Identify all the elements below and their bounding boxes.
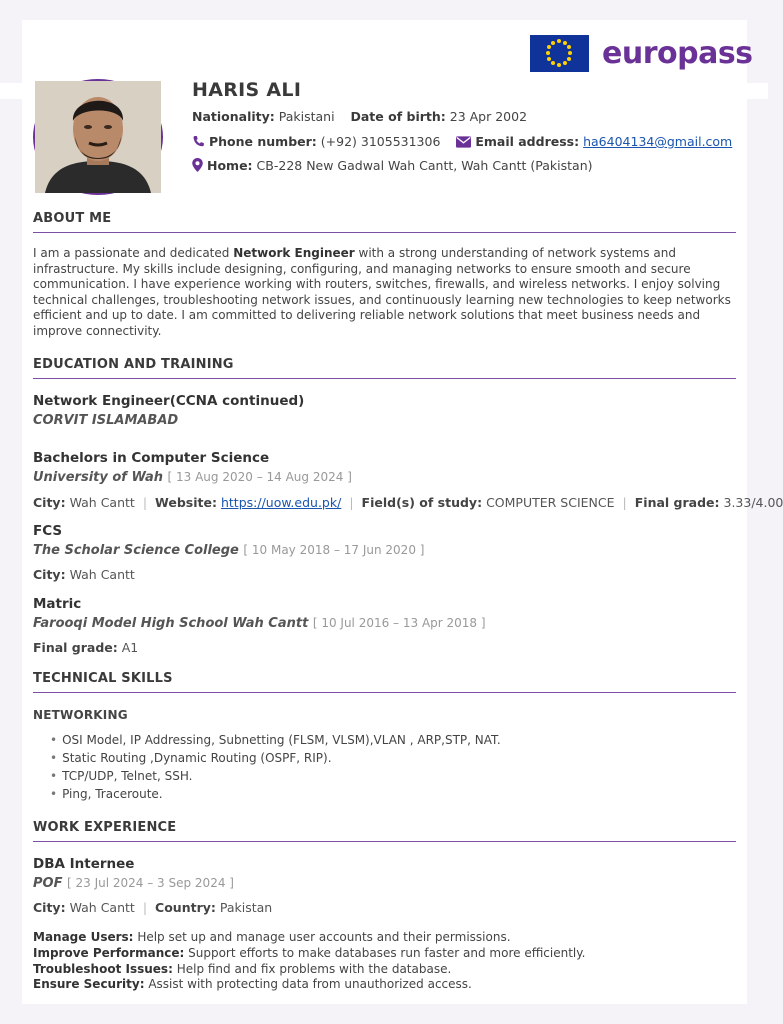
education-section-title: EDUCATION AND TRAINING (33, 357, 736, 379)
phone-icon (192, 135, 205, 148)
home-value: CB-228 New Gadwal Wah Cantt, Wah Cantt (Pakistan) (256, 158, 593, 173)
education-entry-org: The Scholar Science College [ 10 May 2018 – 17 Jun 2020 ] (33, 543, 425, 558)
candidate-name: HARIS ALI (192, 79, 302, 101)
work-section-title: WORK EXPERIENCE (33, 820, 736, 842)
dob-label: Date of birth: (350, 109, 446, 124)
job-meta: City: Wah Cantt | Country: Pakistan (33, 900, 273, 915)
phone-value: (+92) 3105531306 (320, 134, 441, 149)
profile-photo (35, 81, 161, 193)
list-item: • OSI Model, IP Addressing, Subnetting (FLSM, VLSM),VLAN , ARP,STP, NAT. (50, 731, 501, 749)
university-website-link[interactable]: https://uow.edu.pk/ (220, 495, 342, 510)
about-text: I am a passionate and dedicated Network Engineer with a strong understanding of network systems and infrastructure. My skills include designing, configuring, and managing networks to ensure smooth and secure communication. I have experience working with routers, switches, firewalls, and wireless networks. I enjoy solving technical challenges, troubleshooting network issues, and continuously learning new technologies to keep networks efficient and up to date. I am committed to delivering reliable network solutions that meet business needs and improve connectivity. (33, 246, 731, 338)
list-item: • TCP/UDP, Telnet, SSH. (50, 767, 501, 785)
education-entry-org: University of Wah [ 13 Aug 2020 – 14 Aug 2024 ] (33, 470, 352, 485)
education-entry-meta: City: Wah Cantt (33, 567, 135, 582)
list-item: Manage Users: Help set up and manage user accounts and their permissions. (33, 930, 511, 944)
education-entry-title: FCS (33, 523, 63, 539)
education-entry-title: Matric (33, 596, 82, 612)
envelope-icon (456, 136, 471, 148)
education-entry-title: Bachelors in Computer Science (33, 450, 270, 466)
nationality-label: Nationality: (192, 109, 275, 124)
education-entry-dates: [ 10 May 2018 – 17 Jun 2020 ] (243, 543, 425, 557)
skills-subheading: NETWORKING (33, 708, 128, 722)
education-entry-meta: Final grade: A1 (33, 640, 139, 655)
about-section-title: ABOUT ME (33, 211, 736, 233)
personal-info-row (192, 109, 527, 124)
europass-logo-text: europass (602, 35, 753, 71)
list-item: Ensure Security: Assist with protecting data from unauthorized access. (33, 977, 472, 992)
avatar (33, 79, 163, 195)
contact-row (192, 134, 732, 149)
list-item: Improve Performance: Support efforts to make databases run faster and more efficiently. (33, 945, 586, 960)
email-link[interactable]: ha6404134@gmail.com (583, 134, 733, 149)
education-entry-org: CORVIT ISLAMABAD (33, 413, 179, 428)
education-entry-meta: City: Wah Cantt | Website: https://uow.edu.pk/ | Field(s) of study: COMPUTER SCIENCE | Final grade: 3.33/4.00 (33, 495, 783, 510)
education-entry-title: Network Engineer(CCNA continued) (33, 393, 305, 409)
eu-flag-icon (530, 35, 589, 72)
phone-label: Phone number: (209, 134, 317, 149)
home-label: Home: (207, 158, 253, 173)
nationality-value: Pakistani (278, 109, 335, 124)
job-dates: [ 23 Jul 2024 – 3 Sep 2024 ] (67, 876, 234, 890)
job-duties (33, 930, 585, 993)
email-label: Email address: (475, 134, 580, 149)
list-item: Troubleshoot Issues: Help find and fix problems with the database. (33, 961, 452, 976)
skills-list (50, 731, 501, 803)
education-entry-dates: [ 13 Aug 2020 – 14 Aug 2024 ] (167, 470, 352, 484)
list-item: • Static Routing ,Dynamic Routing (OSPF, RIP). (50, 749, 501, 767)
employer: POF [ 23 Jul 2024 – 3 Sep 2024 ] (33, 876, 234, 891)
job-title: DBA Internee (33, 856, 135, 872)
dob-value: 23 Apr 2002 (449, 109, 528, 124)
education-entry-org: Farooqi Model High School Wah Cantt [ 10 Jul 2016 – 13 Apr 2018 ] (33, 616, 486, 631)
education-entry-dates: [ 10 Jul 2016 – 13 Apr 2018 ] (312, 616, 486, 630)
list-item: • Ping, Traceroute. (50, 785, 501, 803)
skills-section-title: TECHNICAL SKILLS (33, 671, 736, 693)
location-pin-icon (192, 158, 203, 172)
address-row (192, 158, 593, 173)
europass-logo (530, 35, 753, 72)
